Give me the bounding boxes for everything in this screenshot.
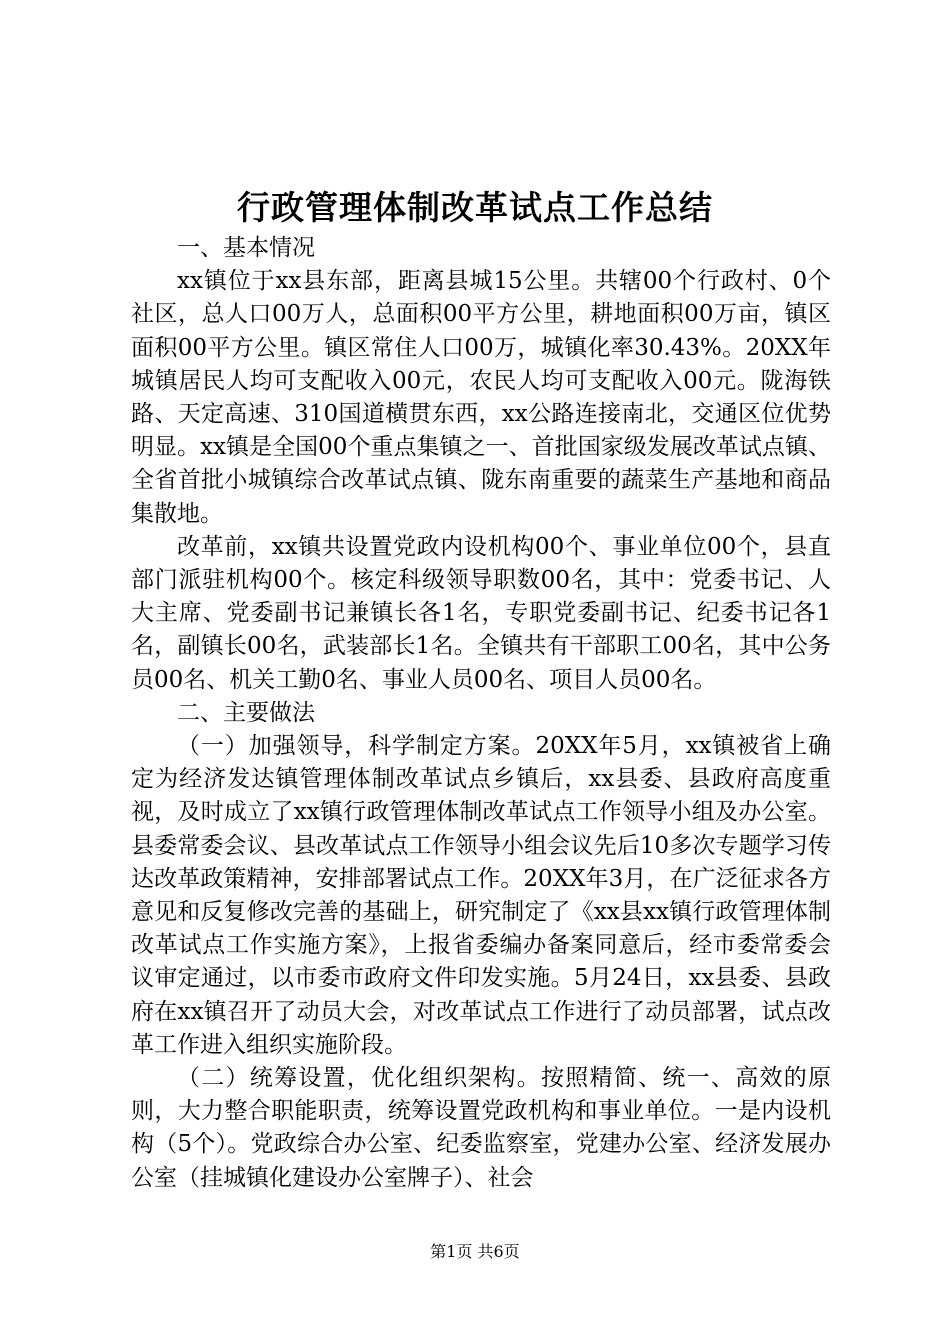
section-heading-main-practices: 二、主要做法: [177, 699, 315, 726]
page-number-footer: 第1页 共6页: [430, 1242, 520, 1261]
paragraph-before-reform: 改革前，xx镇共设置党政内设机构00个、事业单位00个，县直部门派驻机构00个。核定科级领导职数00名，其中：党委书记、人大主席、党委副书记兼镇长各1名，专职党委副书记、纪委书记各1名，副镇长00名，武装部长1名。全镇共有干部职工00名，其中公务员00名、机关工勤0名、事业人员00名、项目人员00名。: [131, 533, 831, 693]
paragraph-town-overview: xx镇位于xx县东部，距离县城15公里。共辖00个行政村、0个社区，总人口00万人，总面积00平方公里，耕地面积00万亩，镇区面积00平方公里。镇区常住人口00万，城镇化率30.43%。20XX年城镇居民人均可支配收入00元，农民人均可支配收入00元。陇海铁路、天定高速、310国道横贯东西，xx公路连接南北，交通区位优势明显。xx镇是全国00个重点集镇之一、首批国家级发展改革试点镇、全省首批小城镇综合改革试点镇、陇东南重要的蔬菜生产基地和商品集散地。: [131, 268, 831, 527]
paragraph-strengthen-leadership: （一）加强领导，科学制定方案。20XX年5月，xx镇被省上确定为经济发达镇管理体制改革试点乡镇后，xx县委、县政府高度重视，及时成立了xx镇行政管理体制改革试点工作领导小组及办公室。县委常委会议、县改革试点工作领导小组会议先后10多次专题学习传达改革政策精神，安排部署试点工作。20XX年3月，在广泛征求各方意见和反复修改完善的基础上，研究制定了《xx县xx镇行政管理体制改革试点工作实施方案》，上报省委编办备案同意后，经市委常委会议审定通过，以市委市政府文件印发实施。5月24日，xx县委、县政府在xx镇召开了动员大会，对改革试点工作进行了动员部署，试点改革工作进入组织实施阶段。: [131, 733, 831, 1058]
section-heading-basic-situation: 一、基本情况: [177, 235, 315, 261]
document-title: 行政管理体制改革试点工作总结: [237, 188, 713, 227]
document-body: [131, 232, 831, 1195]
paragraph-coordinate-setup: （二）统筹设置，优化组织架构。按照精简、统一、高效的原则，大力整合职能职责，统筹设置党政机构和事业单位。一是内设机构（5个）。党政综合办公室、纪委监察室，党建办公室、经济发展办公室（挂城镇化建设办公室牌子）、社会: [131, 1065, 831, 1191]
